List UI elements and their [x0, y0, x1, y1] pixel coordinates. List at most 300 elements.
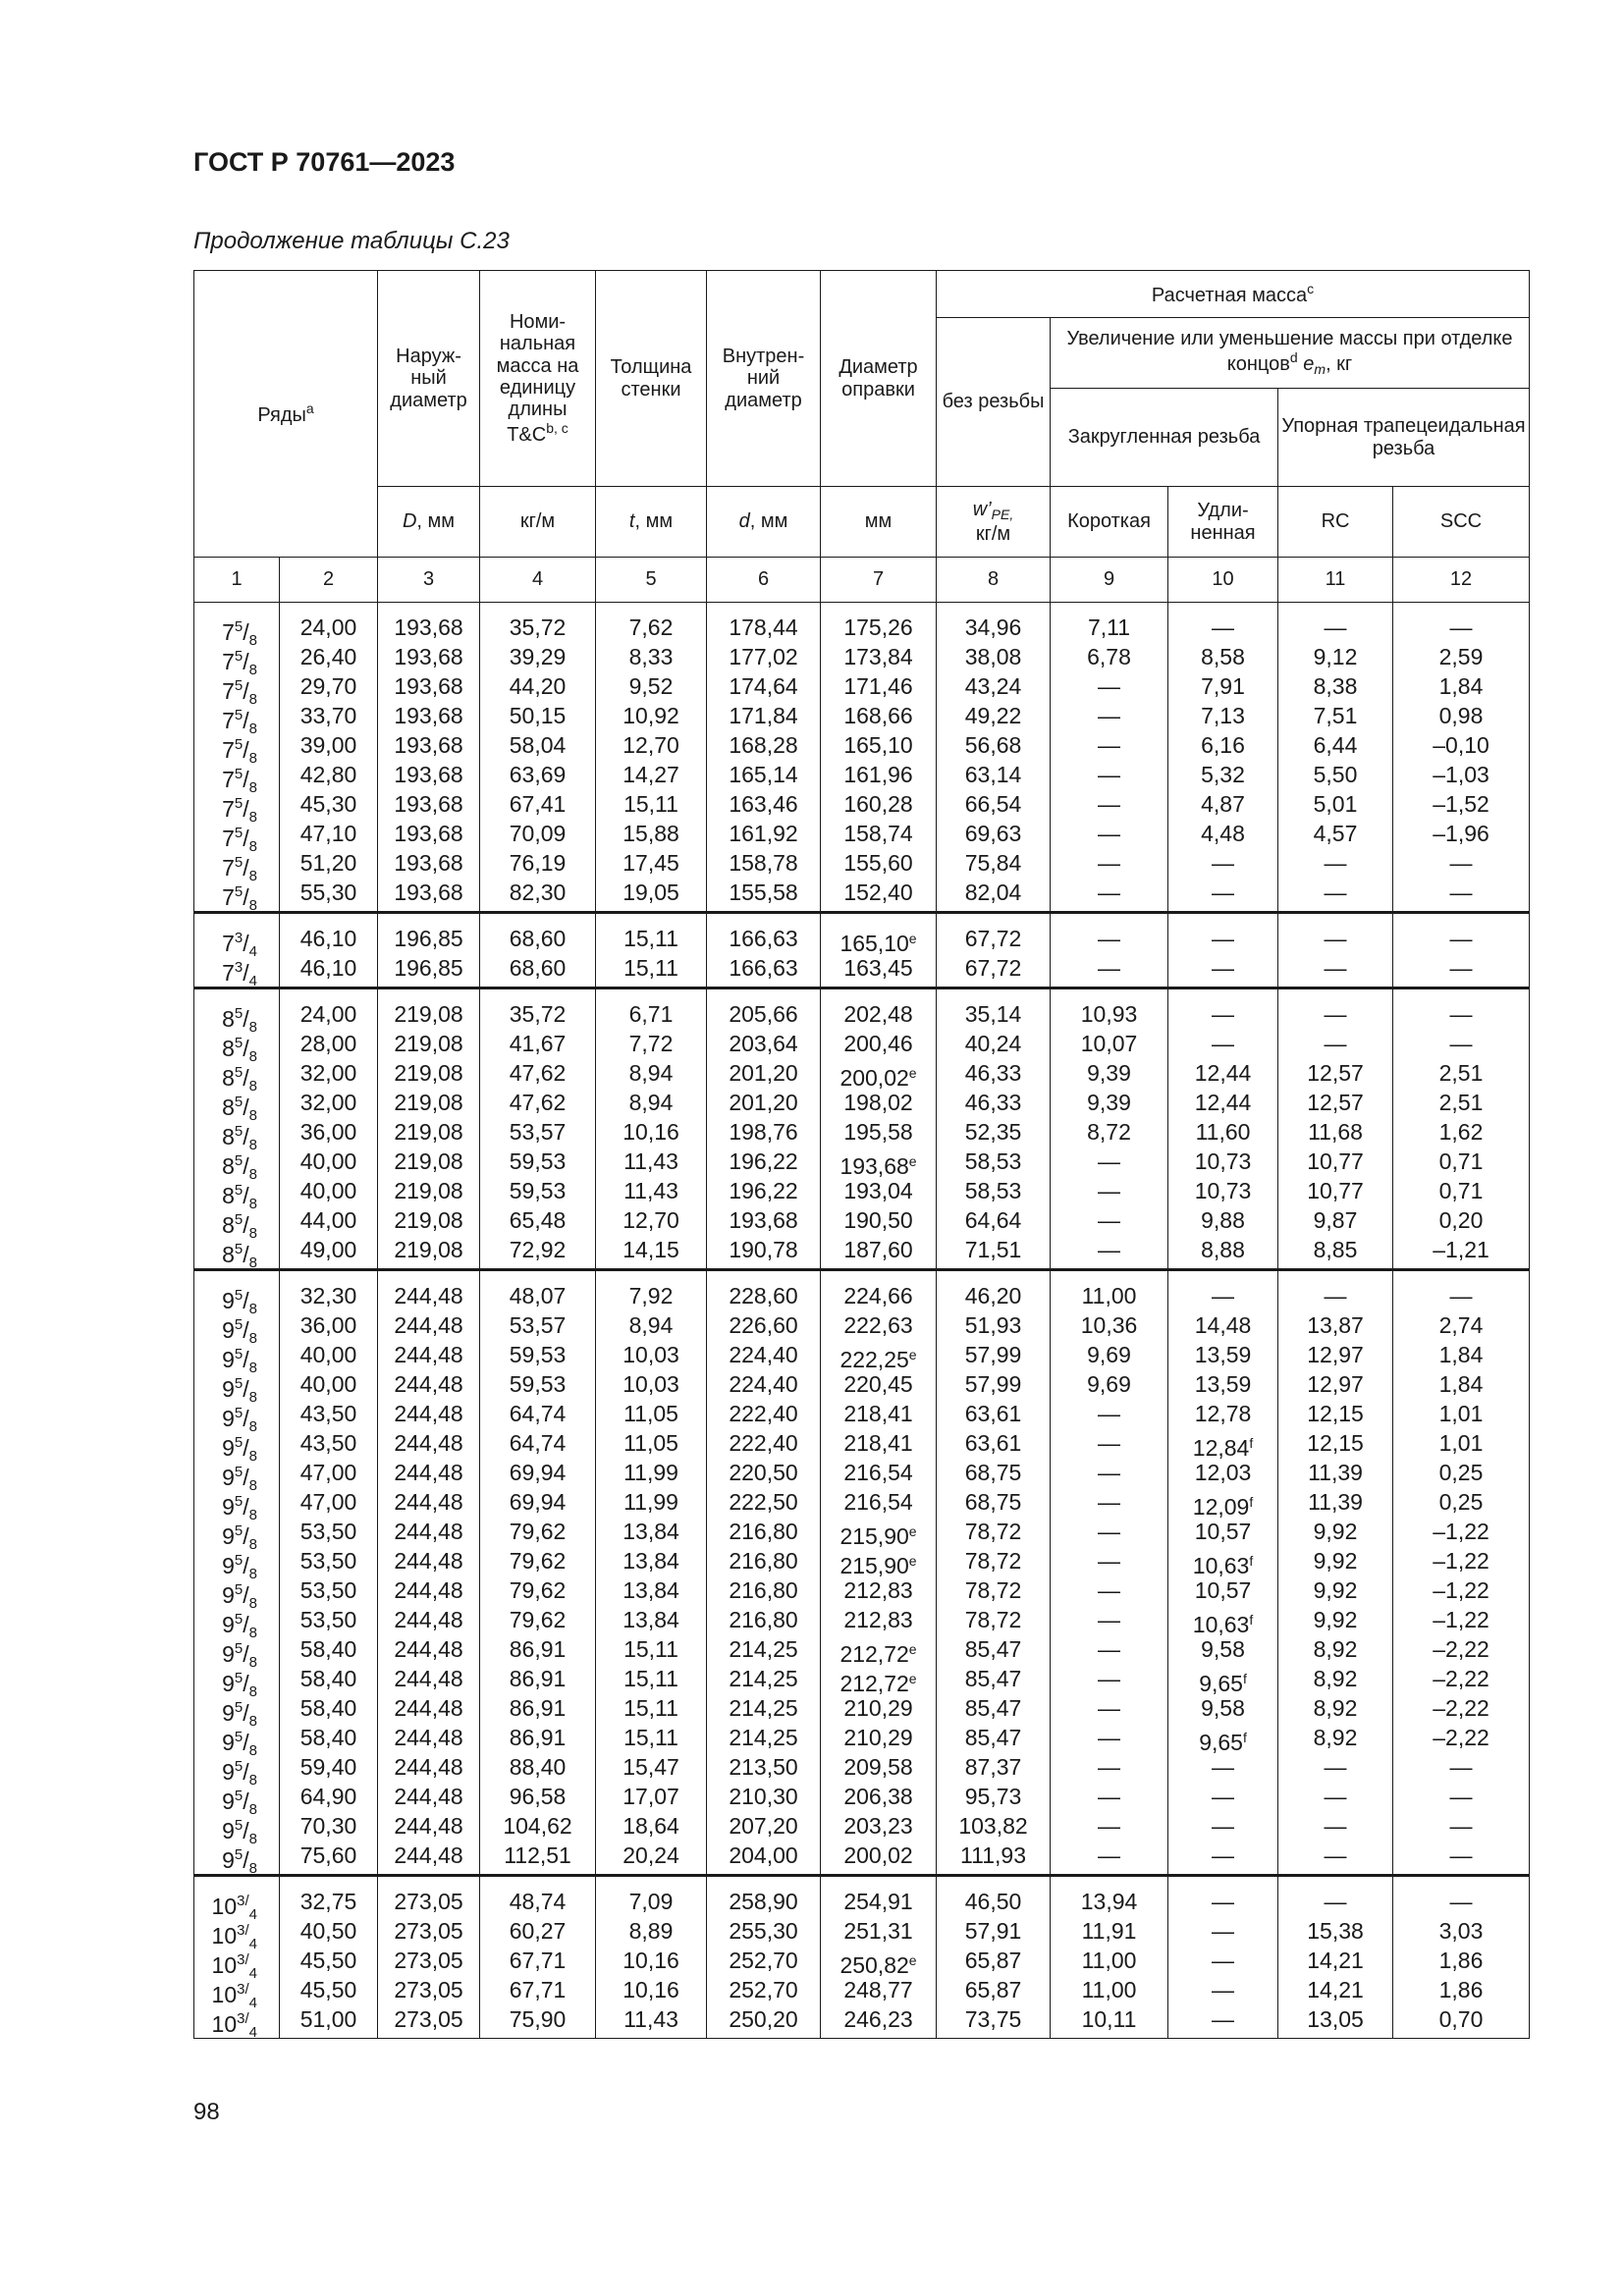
cell-value: 15,88: [623, 821, 679, 846]
cell-value: 190,50: [843, 1207, 913, 1233]
size-fraction: $7^5/_8$: [222, 854, 257, 884]
value-cell: [378, 1876, 480, 2039]
value-cell: [1051, 913, 1168, 988]
cell-value: 12,09$^f$: [1192, 1494, 1254, 1520]
cell-value: 210,29: [843, 1725, 913, 1750]
cell-value: 9,12: [1313, 644, 1358, 669]
cell-value: 10,73: [1194, 1148, 1252, 1174]
cell-value: 72,92: [509, 1237, 567, 1262]
cell-value: —: [1449, 1283, 1473, 1308]
cell-value: 12,44: [1194, 1060, 1252, 1086]
size-fraction: $9^5/_8$: [222, 1729, 257, 1759]
cell-value: 12,70: [623, 1207, 679, 1233]
cell-value: —: [1212, 1001, 1235, 1027]
cell-value: 13,84: [623, 1577, 679, 1603]
cell-value: 112,51: [504, 1842, 571, 1868]
cell-value: —: [1098, 1548, 1121, 1574]
table-group: [194, 1270, 1530, 1876]
unit-d: d, мм: [707, 487, 821, 558]
cell-value: 59,53: [509, 1148, 567, 1174]
cell-value: 45,50: [299, 1948, 357, 1973]
header-scc: SCC: [1393, 487, 1530, 558]
cell-value: 246,23: [843, 2006, 913, 2032]
cell-value: 3,03: [1438, 1918, 1484, 1944]
cell-value: 75,84: [964, 850, 1022, 876]
cell-value: 24,00: [299, 1001, 357, 1027]
cell-value: 68,75: [964, 1460, 1022, 1485]
cell-value: 64,74: [509, 1430, 567, 1456]
cell-value: 76,19: [509, 850, 567, 876]
value-cell: [1393, 603, 1530, 913]
cell-value: —: [1324, 1001, 1347, 1027]
unit-D: D, мм: [378, 487, 480, 558]
value-cell: [280, 988, 378, 1270]
cell-value: 244,48: [394, 1607, 463, 1632]
cell-value: 252,70: [729, 1948, 798, 1973]
cell-value: 63,61: [964, 1401, 1022, 1426]
cell-value: 12,44: [1194, 1090, 1252, 1115]
cell-value: —: [1449, 1889, 1473, 1914]
value-cell: [596, 913, 707, 988]
cell-value: 8,89: [628, 1918, 674, 1944]
cell-value: —: [1324, 1031, 1347, 1056]
value-cell: [937, 1270, 1051, 1876]
cell-value: 244,48: [394, 1548, 463, 1574]
cell-value: 7,92: [628, 1283, 674, 1308]
cell-value: 17,07: [623, 1784, 679, 1809]
size-fraction: $9^5/_8$: [222, 1493, 257, 1523]
value-cell: [480, 603, 596, 913]
cell-value: –2,22: [1433, 1725, 1489, 1750]
cell-value: 69,94: [509, 1460, 567, 1485]
cell-value: 10,11: [1081, 2006, 1137, 2032]
cell-value: 10,77: [1307, 1148, 1364, 1174]
cell-value: 1,62: [1438, 1119, 1484, 1145]
cell-value: 11,39: [1308, 1460, 1363, 1485]
cell-value: 214,25: [729, 1666, 798, 1691]
cell-value: 13,84: [623, 1607, 679, 1632]
cell-value: 58,40: [299, 1636, 357, 1662]
cell-value: —: [1098, 1577, 1121, 1603]
cell-value: 222,40: [729, 1430, 798, 1456]
cell-value: 59,53: [509, 1178, 567, 1203]
header-round-thread: Закругленная резьба: [1051, 389, 1278, 487]
cell-value: –2,22: [1433, 1666, 1489, 1691]
cell-value: 14,21: [1307, 1977, 1364, 2002]
header-nominal-mass: Номи-нальная масса на единицу длины $T\&C^{b, c}$: [480, 271, 596, 487]
cell-value: 15,11: [623, 926, 678, 951]
cell-value: 10,63$^f$: [1192, 1553, 1254, 1578]
cell-value: 212,83: [843, 1607, 913, 1632]
cell-value: 11,00: [1081, 1948, 1137, 1973]
size-fraction: $9^5/_8$: [222, 1670, 257, 1700]
cell-value: 11,43: [623, 1178, 678, 1203]
cell-value: 35,72: [509, 614, 567, 640]
cell-value: 216,80: [729, 1607, 798, 1632]
column-number-row: [194, 558, 1530, 603]
size-cell: [194, 1270, 280, 1876]
cell-value: —: [1098, 1813, 1121, 1839]
cell-value: 79,62: [509, 1548, 567, 1574]
value-cell: [1393, 1270, 1530, 1876]
column-number: 8: [937, 558, 1051, 603]
cell-value: 40,00: [299, 1342, 357, 1367]
header-long: Удли-ненная: [1168, 487, 1278, 558]
cell-value: 58,53: [964, 1148, 1022, 1174]
cell-value: 5,32: [1201, 762, 1245, 787]
cell-value: 14,27: [623, 762, 679, 787]
cell-value: 59,53: [509, 1342, 567, 1367]
cell-value: 215,90e: [839, 1523, 917, 1549]
cell-value: 28,00: [299, 1031, 357, 1056]
cell-value: 46,20: [964, 1283, 1022, 1308]
cell-value: —: [1098, 1178, 1121, 1203]
cell-value: –1,21: [1433, 1237, 1489, 1262]
value-cell: [1051, 1270, 1168, 1876]
value-cell: [596, 1876, 707, 2039]
cell-value: 9,65$^f$: [1199, 1730, 1247, 1755]
size-fraction: $9^5/_8$: [222, 1640, 257, 1671]
cell-value: 210,29: [843, 1695, 913, 1721]
cell-value: 273,05: [394, 1977, 463, 2002]
cell-value: 85,47: [964, 1725, 1022, 1750]
cell-value: 250,82e: [839, 1952, 917, 1978]
value-cell: [821, 988, 937, 1270]
cell-value: 70,30: [299, 1813, 357, 1839]
cell-value: 11,05: [623, 1430, 678, 1456]
cell-value: 75,60: [299, 1842, 357, 1868]
cell-value: 193,68e: [839, 1153, 917, 1179]
size-cell: [194, 988, 280, 1270]
cell-value: 68,75: [964, 1489, 1022, 1515]
cell-value: 57,99: [964, 1371, 1022, 1397]
cell-value: 36,00: [299, 1312, 357, 1338]
size-fraction: $7^5/_8$: [222, 677, 257, 708]
cell-value: 198,76: [729, 1119, 798, 1145]
cell-value: 13,94: [1080, 1889, 1138, 1914]
size-fraction: $8^5/_8$: [222, 1241, 257, 1271]
cell-value: 5,50: [1313, 762, 1358, 787]
cell-value: 214,25: [729, 1636, 798, 1662]
cell-value: 43,50: [299, 1401, 357, 1426]
cell-value: 244,48: [394, 1460, 463, 1485]
cell-value: 13,59: [1194, 1342, 1252, 1367]
cell-value: 63,14: [964, 762, 1022, 787]
cell-value: 5,01: [1313, 791, 1358, 817]
value-cell: [707, 1876, 821, 2039]
cell-value: 32,75: [299, 1889, 357, 1914]
cell-value: —: [1449, 850, 1473, 876]
cell-value: 10,93: [1080, 1001, 1138, 1027]
cell-value: 56,68: [964, 732, 1022, 758]
value-cell: [1278, 988, 1393, 1270]
cell-value: 10,16: [623, 1119, 679, 1145]
header-mass-change: Увеличение или уменьшение массы при отделке концов$^d$ $e_m$, кг: [1051, 318, 1530, 389]
cell-value: —: [1098, 1784, 1121, 1809]
cell-value: 51,93: [964, 1312, 1022, 1338]
cell-value: —: [1098, 821, 1121, 846]
header-no-thread: без резьбы: [937, 318, 1051, 487]
column-number: 4: [480, 558, 596, 603]
cell-value: 2,59: [1438, 644, 1484, 669]
cell-value: 9,92: [1313, 1577, 1358, 1603]
cell-value: 251,31: [843, 1918, 913, 1944]
value-cell: [378, 603, 480, 913]
cell-value: —: [1098, 1460, 1121, 1485]
cell-value: —: [1324, 1283, 1347, 1308]
cell-value: 10,77: [1307, 1178, 1364, 1203]
cell-value: 53,50: [299, 1519, 357, 1544]
cell-value: 219,08: [394, 1001, 463, 1027]
cell-value: —: [1212, 1031, 1235, 1056]
cell-value: 222,63: [843, 1312, 913, 1338]
cell-value: 11,05: [623, 1401, 678, 1426]
cell-value: —: [1212, 2006, 1235, 2032]
cell-value: 59,40: [299, 1754, 357, 1780]
size-fraction: $10^{3/}_4$: [211, 1922, 257, 1952]
cell-value: 273,05: [394, 1948, 463, 1973]
cell-value: —: [1212, 1784, 1235, 1809]
cell-value: 48,07: [509, 1283, 567, 1308]
cell-value: 82,04: [964, 880, 1022, 905]
cell-value: 244,48: [394, 1342, 463, 1367]
cell-value: —: [1449, 955, 1473, 981]
cell-value: 196,22: [729, 1178, 798, 1203]
cell-value: 203,23: [843, 1813, 913, 1839]
cell-value: —: [1449, 614, 1473, 640]
cell-value: 10,57: [1194, 1577, 1252, 1603]
value-cell: [821, 1270, 937, 1876]
value-cell: [821, 1876, 937, 2039]
value-cell: [480, 1876, 596, 2039]
header-rc: RC: [1278, 487, 1393, 558]
cell-value: 86,91: [509, 1636, 567, 1662]
column-number: 7: [821, 558, 937, 603]
cell-value: 64,90: [299, 1784, 357, 1809]
cell-value: 212,72e: [839, 1671, 917, 1696]
value-cell: [707, 1270, 821, 1876]
cell-value: 174,64: [729, 673, 798, 699]
cell-value: 9,92: [1313, 1548, 1358, 1574]
cell-value: 216,80: [729, 1577, 798, 1603]
cell-value: 66,54: [964, 791, 1022, 817]
cell-value: 15,11: [623, 1695, 678, 1721]
cell-value: 244,48: [394, 1754, 463, 1780]
cell-value: 202,48: [843, 1001, 913, 1027]
cell-value: 48,74: [509, 1889, 567, 1914]
header-wall: Толщина стенки: [596, 271, 707, 487]
cell-value: 152,40: [843, 880, 913, 905]
cell-value: 244,48: [394, 1666, 463, 1691]
cell-value: 44,00: [299, 1207, 357, 1233]
value-cell: [937, 1876, 1051, 2039]
table-caption: Продолжение таблицы С.23: [193, 228, 510, 254]
cell-value: 9,92: [1313, 1519, 1358, 1544]
cell-value: 220,50: [729, 1460, 798, 1485]
cell-value: 9,39: [1087, 1090, 1131, 1115]
value-cell: [1168, 988, 1278, 1270]
cell-value: 11,43: [623, 2006, 678, 2032]
cell-value: 165,14: [729, 762, 798, 787]
cell-value: 7,09: [628, 1889, 674, 1914]
value-cell: [1051, 603, 1168, 913]
cell-value: 14,15: [623, 1237, 679, 1262]
cell-value: 8,58: [1201, 644, 1245, 669]
cell-value: —: [1324, 1889, 1347, 1914]
cell-value: —: [1212, 880, 1235, 905]
cell-value: 40,24: [964, 1031, 1022, 1056]
cell-value: 14,48: [1194, 1312, 1252, 1338]
value-cell: [821, 603, 937, 913]
cell-value: 53,57: [509, 1119, 567, 1145]
cell-value: 10,03: [623, 1371, 679, 1397]
cell-value: 158,74: [843, 821, 913, 846]
cell-value: 6,44: [1313, 732, 1358, 758]
cell-value: 1,01: [1438, 1401, 1484, 1426]
value-cell: [596, 1270, 707, 1876]
size-fraction: $9^5/_8$: [222, 1375, 257, 1406]
cell-value: 71,51: [964, 1237, 1022, 1262]
cell-value: 0,70: [1438, 2006, 1484, 2032]
unit-kgm: кг/м: [480, 487, 596, 558]
cell-value: —: [1212, 1813, 1235, 1839]
cell-value: 8,85: [1313, 1237, 1358, 1262]
cell-value: 273,05: [394, 1889, 463, 1914]
size-fraction: $9^5/_8$: [222, 1346, 257, 1376]
cell-value: 178,44: [729, 614, 798, 640]
cell-value: —: [1324, 1842, 1347, 1868]
unit-t: t, мм: [596, 487, 707, 558]
cell-value: 10,03: [623, 1342, 679, 1367]
value-cell: [1051, 1876, 1168, 2039]
cell-value: 4,87: [1201, 791, 1245, 817]
size-fraction: $8^5/_8$: [222, 1211, 257, 1242]
cell-value: 8,92: [1313, 1695, 1358, 1721]
cell-value: 65,48: [509, 1207, 567, 1233]
cell-value: 10,16: [623, 1948, 679, 1973]
cell-value: —: [1449, 1813, 1473, 1839]
value-cell: [1051, 988, 1168, 1270]
cell-value: 46,33: [964, 1090, 1022, 1115]
cell-value: 196,85: [394, 926, 463, 951]
cell-value: 173,84: [843, 644, 913, 669]
cell-value: 15,11: [623, 1725, 678, 1750]
cell-value: —: [1324, 926, 1347, 951]
cell-value: 45,50: [299, 1977, 357, 2002]
cell-value: 193,68: [394, 821, 463, 846]
cell-value: 6,16: [1201, 732, 1245, 758]
value-cell: [280, 1876, 378, 2039]
cell-value: 8,94: [628, 1312, 674, 1338]
data-table: [193, 270, 1530, 2039]
cell-value: 53,50: [299, 1607, 357, 1632]
size-fraction: $7^5/_8$: [222, 736, 257, 767]
cell-value: 11,43: [623, 1148, 678, 1174]
size-fraction: $8^5/_8$: [222, 1152, 257, 1183]
value-cell: [1393, 913, 1530, 988]
cell-value: 190,78: [729, 1237, 798, 1262]
cell-value: 15,38: [1307, 1918, 1364, 1944]
cell-value: 79,62: [509, 1607, 567, 1632]
size-fraction: $10^{3/}_4$: [211, 1981, 257, 2011]
cell-value: 9,65$^f$: [1199, 1671, 1247, 1696]
size-fraction: $7^5/_8$: [222, 707, 257, 737]
cell-value: —: [1098, 926, 1121, 951]
cell-value: 9,39: [1087, 1060, 1131, 1086]
cell-value: —: [1098, 1519, 1121, 1544]
cell-value: 36,00: [299, 1119, 357, 1145]
cell-value: 8,72: [1087, 1119, 1131, 1145]
cell-value: 273,05: [394, 1918, 463, 1944]
cell-value: 1,84: [1438, 1342, 1484, 1367]
value-cell: [707, 913, 821, 988]
cell-value: 244,48: [394, 1842, 463, 1868]
cell-value: 18,64: [623, 1813, 679, 1839]
size-cell: [194, 603, 280, 913]
cell-value: 244,48: [394, 1636, 463, 1662]
cell-value: 8,92: [1313, 1725, 1358, 1750]
header-short: Короткая: [1051, 487, 1168, 558]
column-number: 5: [596, 558, 707, 603]
cell-value: 216,54: [843, 1460, 913, 1485]
cell-value: 158,78: [729, 850, 798, 876]
size-fraction: $9^5/_8$: [222, 1758, 257, 1789]
cell-value: 9,58: [1201, 1636, 1245, 1662]
value-cell: [937, 603, 1051, 913]
cell-value: 198,02: [843, 1090, 913, 1115]
cell-value: 9,69: [1087, 1371, 1131, 1397]
cell-value: 7,62: [628, 614, 674, 640]
cell-value: 58,40: [299, 1725, 357, 1750]
cell-value: 10,73: [1194, 1178, 1252, 1203]
size-fraction: $9^5/_8$: [222, 1699, 257, 1730]
value-cell: [821, 913, 937, 988]
cell-value: 12,57: [1307, 1060, 1364, 1086]
cell-value: 15,11: [623, 955, 678, 981]
cell-value: 11,00: [1081, 1977, 1137, 2002]
cell-value: —: [1098, 791, 1121, 817]
cell-value: 209,58: [843, 1754, 913, 1780]
value-cell: [707, 603, 821, 913]
cell-value: 46,10: [299, 955, 357, 981]
cell-value: 57,91: [964, 1918, 1022, 1944]
cell-value: 248,77: [843, 1977, 913, 2002]
cell-value: 15,11: [623, 791, 678, 817]
cell-value: 8,33: [628, 644, 674, 669]
cell-value: —: [1449, 880, 1473, 905]
cell-value: 244,48: [394, 1489, 463, 1515]
cell-value: –0,10: [1433, 732, 1489, 758]
cell-value: 0,71: [1438, 1178, 1484, 1203]
cell-value: 43,50: [299, 1430, 357, 1456]
cell-value: 42,80: [299, 762, 357, 787]
cell-value: —: [1098, 1842, 1121, 1868]
cell-value: 11,91: [1081, 1918, 1137, 1944]
size-fraction: $8^5/_8$: [222, 1182, 257, 1212]
cell-value: 86,91: [509, 1666, 567, 1691]
cell-value: 2,51: [1438, 1060, 1484, 1086]
cell-value: —: [1324, 850, 1347, 876]
cell-value: 0,20: [1438, 1207, 1484, 1233]
size-fraction: $10^{3/}_4$: [211, 1951, 257, 1982]
cell-value: 2,51: [1438, 1090, 1484, 1115]
cell-value: 207,20: [729, 1813, 798, 1839]
cell-value: 4,57: [1313, 821, 1358, 846]
column-number: 2: [280, 558, 378, 603]
size-fraction: $9^5/_8$: [222, 1405, 257, 1435]
cell-value: 193,04: [843, 1178, 913, 1203]
cell-value: 35,14: [964, 1001, 1022, 1027]
